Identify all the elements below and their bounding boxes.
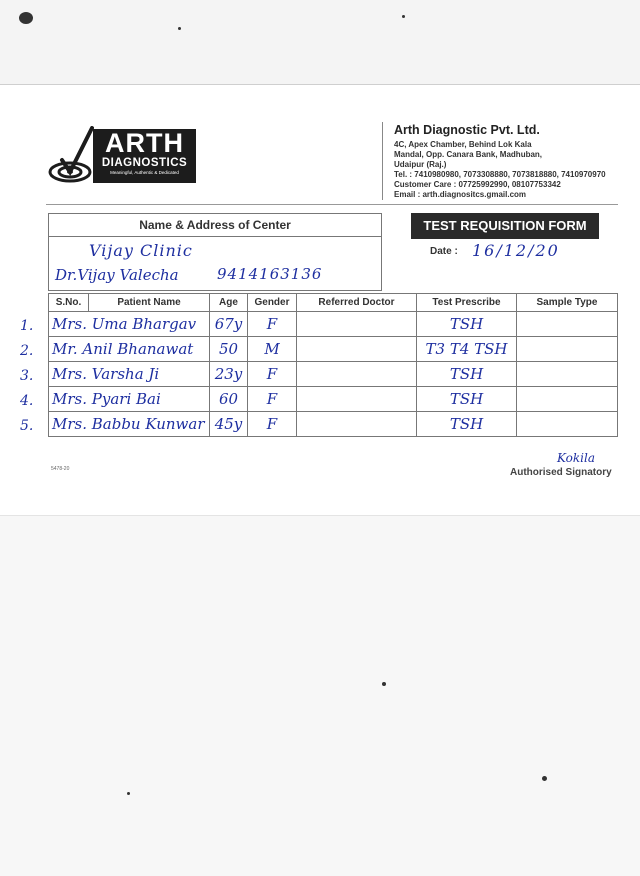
age-cell: 60	[210, 387, 248, 412]
company-customer-care: Customer Care : 07725992990, 08107753342	[394, 180, 561, 189]
gender-cell: F	[248, 412, 297, 437]
company-address: Mandal, Opp. Canara Bank, Madhuban,	[394, 150, 543, 159]
center-details-box	[48, 213, 382, 291]
sample-type-cell	[517, 337, 618, 362]
patient-name-cell: Mrs. Pyari Bai	[49, 387, 210, 412]
company-email: Email : arth.diagnositcs.gmail.com	[394, 190, 527, 199]
table-row	[49, 362, 618, 387]
column-header: Test Prescribe	[417, 294, 517, 312]
date-label: Date :	[430, 246, 458, 257]
ink-speck	[19, 12, 33, 24]
serial-number: 2.	[20, 343, 34, 359]
test-cell: TSH	[417, 362, 517, 387]
company-address: 4C, Apex Chamber, Behind Lok Kala	[394, 140, 532, 149]
column-header: Patient Name	[89, 294, 210, 312]
column-header: Sample Type	[517, 294, 618, 312]
ink-speck	[127, 792, 130, 795]
table-row	[49, 337, 618, 362]
patient-name-cell: Mrs. Babbu Kunwar	[49, 412, 210, 437]
age-cell: 67y	[210, 312, 248, 337]
referred-doctor-cell	[297, 387, 417, 412]
top-margin	[0, 0, 640, 84]
signatory-label: Authorised Signatory	[510, 467, 612, 478]
table-header-row	[49, 294, 618, 312]
age-cell: 23y	[210, 362, 248, 387]
patient-table	[48, 293, 618, 437]
company-info	[394, 123, 629, 200]
patient-name-cell: Mrs. Varsha Ji	[49, 362, 210, 387]
age-cell: 45y	[210, 412, 248, 437]
form-code: 5478-20	[51, 466, 70, 472]
referred-doctor-cell	[297, 337, 417, 362]
table-row	[49, 412, 618, 437]
gender-cell: F	[248, 362, 297, 387]
gender-cell: M	[248, 337, 297, 362]
column-header: Gender	[248, 294, 297, 312]
column-header: Referred Doctor	[297, 294, 417, 312]
column-header: Age	[210, 294, 248, 312]
header-divider	[382, 122, 383, 200]
referred-doctor-cell	[297, 312, 417, 337]
company-name: Arth Diagnostic Pvt. Ltd.	[394, 123, 540, 137]
form-title: TEST REQUISITION FORM	[411, 213, 599, 239]
center-phone: 9414163136	[217, 265, 323, 283]
sample-type-cell	[517, 387, 618, 412]
sample-type-cell	[517, 412, 618, 437]
date-value: 16/12/20	[472, 241, 560, 260]
header-rule	[46, 204, 618, 205]
table-row	[49, 312, 618, 337]
serial-number: 1.	[20, 318, 34, 334]
referred-doctor-cell	[297, 412, 417, 437]
serial-number: 3.	[20, 368, 34, 384]
patient-name-cell: Mrs. Uma Bhargav	[49, 312, 210, 337]
sample-type-cell	[517, 362, 618, 387]
ink-speck	[382, 682, 386, 686]
center-heading: Name & Address of Center	[49, 214, 381, 237]
gender-cell: F	[248, 387, 297, 412]
test-cell: TSH	[417, 412, 517, 437]
target-check-icon	[48, 126, 94, 188]
ink-speck	[402, 15, 405, 18]
ink-speck	[542, 776, 547, 781]
clinic-name: Vijay Clinic	[89, 241, 193, 260]
sample-type-cell	[517, 312, 618, 337]
table-row	[49, 387, 618, 412]
logo-main-text: ARTH	[105, 128, 184, 158]
arth-logo	[48, 126, 198, 190]
logo-wordmark	[93, 129, 196, 183]
test-cell: TSH	[417, 312, 517, 337]
signature: Kokila	[557, 451, 595, 465]
company-tel: Tel. : 7410980980, 7073308880, 7073818880, 7410970970	[394, 170, 606, 179]
serial-number: 5.	[20, 418, 34, 434]
serial-number: 4.	[20, 393, 34, 409]
logo-tagline: Meaningful, Authentic & Dedicated	[110, 170, 179, 175]
age-cell: 50	[210, 337, 248, 362]
test-cell: TSH	[417, 387, 517, 412]
ink-speck	[178, 27, 181, 30]
column-header: S.No.	[49, 294, 89, 312]
doctor-name: Dr.Vijay Valecha	[55, 266, 179, 284]
gender-cell: F	[248, 312, 297, 337]
referred-doctor-cell	[297, 362, 417, 387]
company-address: Udaipur (Raj.)	[394, 160, 447, 169]
logo-sub-text: DIAGNOSTICS	[101, 157, 188, 169]
test-cell: T3 T4 TSH	[417, 337, 517, 362]
patient-name-cell: Mr. Anil Bhanawat	[49, 337, 210, 362]
